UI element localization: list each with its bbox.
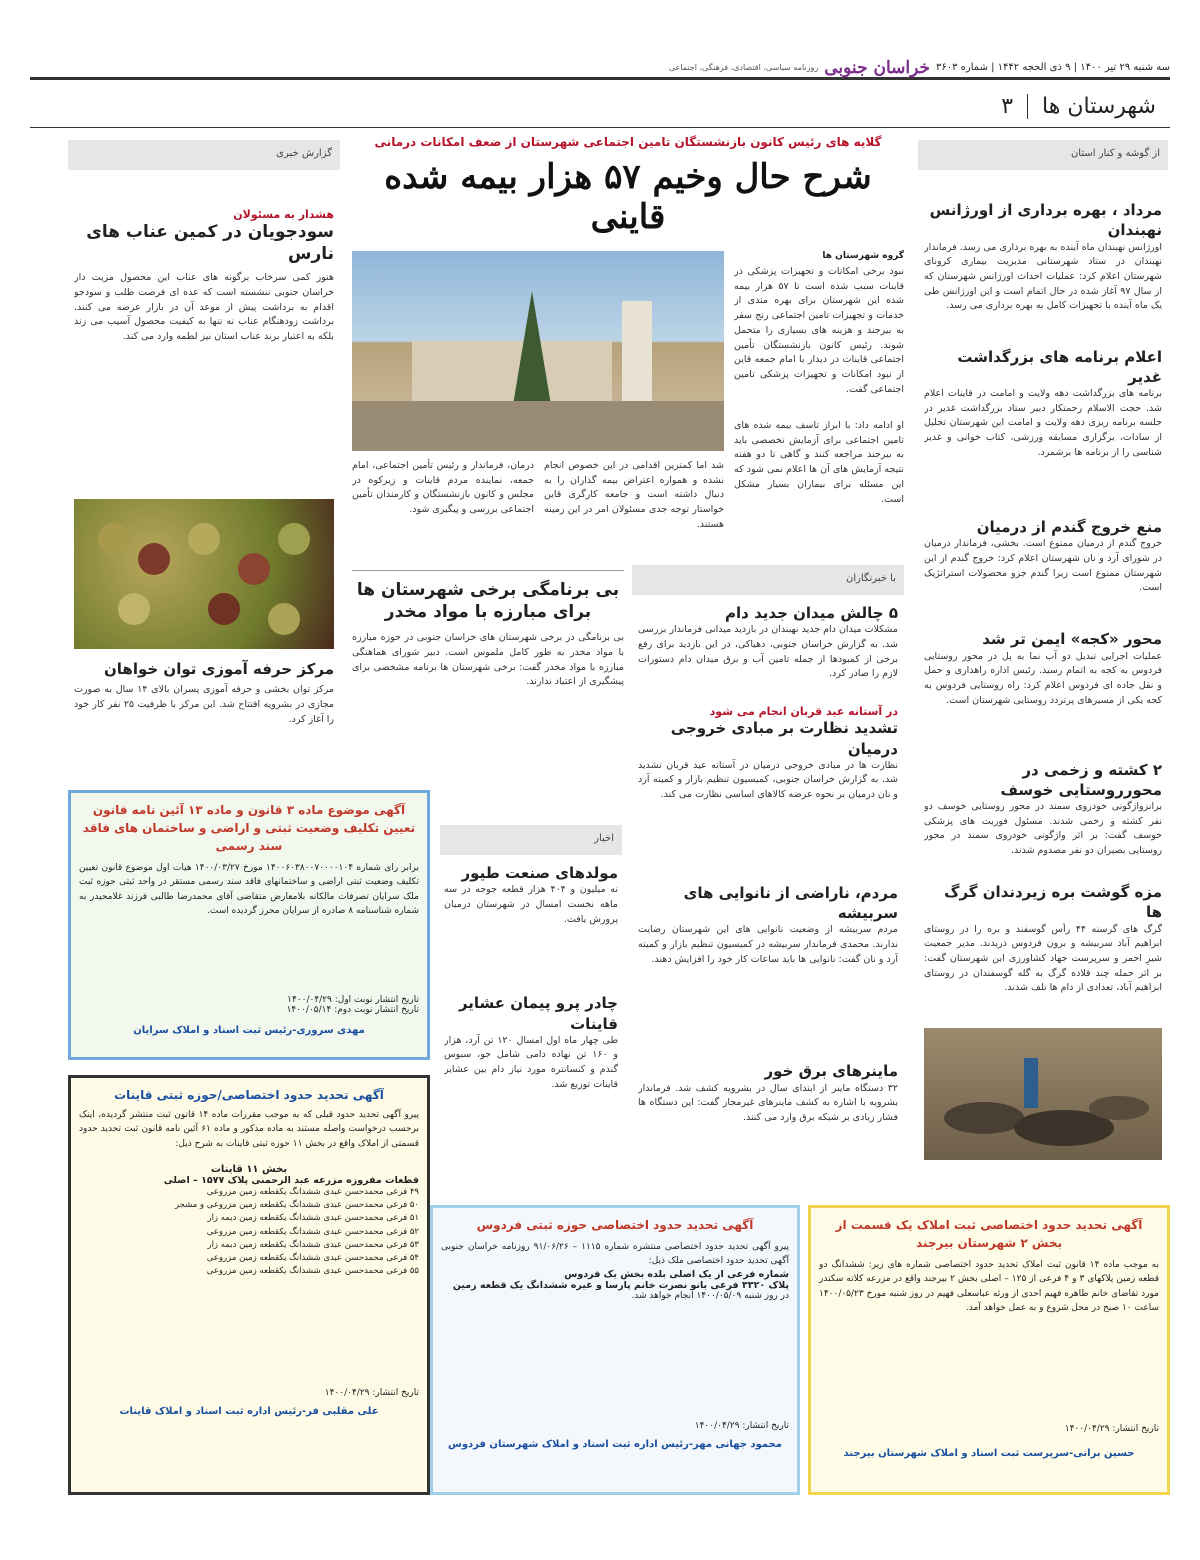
ad-ferdows xyxy=(430,1205,800,1495)
page-number: ۳ xyxy=(1001,94,1014,119)
news-title: مولدهای صنعت طیور xyxy=(461,864,618,882)
main-story xyxy=(352,135,904,575)
ad-list-item: ۵۴ فرعی محمدحسن عبدی ششدانگ یکقطعه زمین مزروعی xyxy=(206,1252,419,1263)
main-story-body: نبود برخی امکانات و تجهیزات پزشکی در قاینات سبب شده است تا ۵۷ هزار بیمه شده این شهرستان برای بهره مندی از خدمات و تجهیزات تامین اجتماعی رنج سفر به بیرجند و هزینه های بسیاری را متحمل شوند. رئیس کانون بازنشستگان تأمین اجتماعی قاینات در دیدار با امام جمعه قاین از نبود امکانات و تجهیزات پزشکی تامین اجتماعی گفت. xyxy=(734,266,904,395)
ad-signature: علی مقلبی فر-رئیس اداره ثبت اسناد و املاک قاینات xyxy=(119,1406,379,1418)
left-story-2-title: مرکز حرفه آموزی توان خواهان xyxy=(103,660,334,679)
news-body: نه میلیون و ۴۰۴ هزار قطعه جوجه در سه ماهه نخست امسال در شهرستان درمیان پرورش یافت. xyxy=(444,884,618,925)
ad-list-item: ۵۲ فرعی محمدحسن عبدی ششدانگ یکقطعه زمین مزروعی xyxy=(206,1226,419,1237)
ad-signature: مهدی سروری-رئیس ثبت اسناد و املاک سرایان xyxy=(133,1025,365,1036)
left-story-2-body: مرکز توان بخشی و حرفه آموزی پسران بالای ۱۴ سال به صورت مجازی در بشرویه افتتاح شد. این مرکز با ظرفیت ۲۵ نفر کار خود را آغاز کرد. xyxy=(74,684,334,725)
ad-list-item: ۵۱ فرعی محمدحسن عبدی ششدانگ یکقطعه زمین دیمه زار xyxy=(207,1213,419,1224)
news-body: گرگ های گرسنه ۴۴ رأس گوسفند و بره را در روستای ابراهیم آباد سربیشه و برون فردوس دریدند. مدیر جمعیت شیرِ احمر و سرپرست جهاد کشاورزی این شهرستان گفت: بر اثر حمله چند قلاده گرگ به گله گوسفندان در روستای ابراهیم آباد، تعدادی از دام ها تلف شدند. xyxy=(924,923,1162,994)
ad-list-item: ۵۳ فرعی محمدحسن عبدی ششدانگ یکقطعه زمین دیمه زار xyxy=(207,1239,419,1250)
ad-sarayan xyxy=(68,790,430,1060)
main-story-body: درمان، فرماندار و رئیس تأمین اجتماعی، امام جمعه، نماینده مردم قاینات و زیرکوه در مجلس و کانون بازنشستگان و کارمندان تأمین اجتماعی بررسی و پیگیری شود. xyxy=(352,460,534,516)
ad-date: تاریخ انتشار: ۱۴۰۰/۰۴/۲۹ xyxy=(694,1420,789,1431)
ad-title: آگهی تحدید حدود اختصاصی/حوزه ثبتی قاینات xyxy=(114,1088,384,1102)
news-column xyxy=(632,565,904,1185)
drug-story-title: بی برنامگی برخی شهرستان ها برای مبارزه با مواد مخدر xyxy=(356,580,620,623)
news-body: اورژانس نهبندان ماه آینده به بهره برداری می رسد. فرماندار نهبندان در ستاد شهرستانی مدیریت بیماری کرونای شهرستان اعلام کرد: عملیات احداث اورژانس شهرستان که از سال ۹۷ آغاز شده در حال اتمام است و این اورژانس طی یک ماه آینده با تجهیزات کامل به بهره برداری می رسد. xyxy=(924,241,1162,312)
ad-qaenat xyxy=(68,1075,430,1495)
news-body: طی چهار ماه اول امسال ۱۲۰ تن آرد، هزار و ۱۶۰ تن نهاده دامی شامل جو، سبوس گندم و کنسانتره مورد نیاز دام بین عشایر قاینات توزیع شد. xyxy=(444,1034,618,1090)
left-column xyxy=(68,140,340,790)
news-title: مردم، ناراضی از نانوایی های سربیشه xyxy=(683,883,898,922)
ad-body: به موجب ماده ۱۴ قانون ثبت املاک تحدید حدود اختصاصی شماره های زیر: ششدانگ دو قطعه زمین پلاکهای ۳ و ۴ فرعی از ۱۲۵ – اصلی بخش ۲ بیرجند واقع در مزرعه کلاته سکندر مورد تقاضای خانم طاهره فهیم احدی از ورثه عباسعلی فهیم در روز شنبه مورخ ۱۴۰۰/۰۵/۲۳ ساعت ۱۰ صبح در محل شروع و به عمل خواهد آمد. xyxy=(818,1260,1159,1314)
akhbar-column-head: اخبار xyxy=(440,825,622,855)
jujube-photo xyxy=(74,499,334,649)
ad-date: تاریخ انتشار: ۱۴۰۰/۰۴/۲۹ xyxy=(1064,1424,1159,1434)
ad-date: تاریخ انتشار نوبت دوم: ۱۴۰۰/۰۵/۱۴ xyxy=(286,1005,419,1015)
drug-story-body: بی برنامگی در برخی شهرستان های خراسان جنوبی در حوزه مبارزه با مواد مخدر به طور کامل ملموس است. دبیر شورای هماهنگی مبارزه با مواد مخدر گفت: برخی شهرستان ها برنامه مشخصی برای پیشگیری از اعتیاد ندارند. xyxy=(352,632,624,688)
ad-signature: حسین براتی-سرپرست ثبت اسناد و املاک شهرستان بیرجند xyxy=(843,1448,1135,1459)
news-body: ۳۲ دستگاه ماینر از ابتدای سال در بشرویه کشف شد. فرماندار بشرویه با اشاره به کشف ماینرهای غیرمجاز گفت: این دستگاه ها فشار زیادی بر شبکه برق وارد می کنند. xyxy=(638,1082,898,1123)
right-column xyxy=(918,140,1168,1170)
news-body: برانزواژگونی خودروی سمند در محور روستایی خوسف دو نفر کشته و زخمی شدند. مسئول فوریت های پزشکی خوسف گفت: بر اثر واژگونی خودروی سمند در محور روستایی بصیران دو نفر مصدوم شدند. xyxy=(924,801,1162,857)
main-story-body: شد اما کمترین اقدامی در این خصوص انجام نشده و همواره اعتراض بیمه گذاران را به دنبال داشته است و جامعه کارگری قاین خواستار توجه جدی مسئولان امر در این زمینه هستند. xyxy=(544,460,724,530)
news-title: مزه گوشت بره زیردندان گرگ ها xyxy=(944,883,1162,922)
ad-list-item: ۵۰ فرعی محمدحسن عبدی ششدانگ یکقطعه زمین مزروعی و مشجر xyxy=(174,1200,419,1211)
main-story-body: او ادامه داد: با ابراز تاسف بیمه شده های تامین اجتماعی برای آزمایش تخصصی باید به بیرجند مراجعه کنند و گاهی تا دو هفته نتیجه آزمایش های آن ها اعلام نمی شود که این مسئله برای بیماران بسیار مشکل است. xyxy=(734,420,904,505)
main-story-title: شرح حال وخیم ۵۷ هزار بیمه شده قاینی xyxy=(384,157,872,237)
ad-title: آگهی تحدید حدود اختصاصی ثبت املاک یک قسمت از بخش ۲ شهرستان بیرجند xyxy=(835,1218,1143,1250)
ad-title: آگهی تحدید حدود اختصاصی حوزه ثبتی فردوس xyxy=(476,1218,754,1232)
news-column-head: با خبرنگاران xyxy=(632,565,904,595)
masthead-date: سه شنبه ۲۹ تیر ۱۴۰۰ | ۹ ذی الحجه ۱۴۴۲ | شماره ۳۶۰۳ xyxy=(936,62,1170,73)
news-title: ۲ کشته و زخمی در محورروستایی خوسف xyxy=(1000,760,1162,799)
left-story-body: هنوز کمی سرخاب برگونه های عناب این محصول مزیت دار خراسان جنوبی ننشسته است که عده ای فرصت طلب و سودجو اقدام به برداشت پیش از موعد آن در بازار عرضه می کنند. برداشت زودهنگام عناب نه تنها به کیفیت محصول آسیب می زند بلکه به اعتبار برند عناب استان نیز لطمه وارد می کند. xyxy=(74,272,334,343)
byline: گروه شهرستان ها xyxy=(822,251,904,261)
news-title: ماینرهای برق خور xyxy=(764,1062,898,1081)
ad-date: تاریخ انتشار نوبت اول: ۱۴۰۰/۰۴/۲۹ xyxy=(287,995,419,1005)
news-body: برنامه های بزرگداشت دهه ولایت و امامت در قاینات اعلام شد. حجت الاسلام رحمتکار دبیر ستاد بزرگداشت غدیر در جلسه برنامه ریزی دهه ولایت و امامت این شهرستان تجلیل از سادات، برگزاری مسابقه ورزشی، کتاب خوانی و غدیر شناسی را از برنامه ها برشمرد. xyxy=(924,388,1162,458)
sheep-photo-icon xyxy=(924,1028,1162,1160)
ad-bold-line: شماره فرعی از یک اصلی بلده بخش یک فردوس xyxy=(564,1268,789,1280)
news-body: خروج گندم از درمیان ممنوع است. بخشی، فرماندار درمیان در شورای آرد و نان شهرستان اعلام کرد: خروج گندم از این شهرستان ممنوع است زیرا گندم جزو محصولات استراتژیک است. xyxy=(924,538,1162,594)
ad-subsection: قطعات مفروزه مزرعه عبد الرحمنی پلاک ۱۵۷۷ – اصلی xyxy=(163,1175,419,1186)
main-story-kicker: گلایه های رئیس کانون بازنشستگان تامین اجتماعی شهرستان از ضعف امکانات درمانی xyxy=(374,135,882,149)
masthead-tagline: روزنامه سیاسی، اقتصادی، فرهنگی، اجتماعی xyxy=(668,63,819,72)
news-title: اعلام برنامه های بزرگداشت غدیر xyxy=(957,347,1162,386)
ad-signature: محمود جهانی مهر-رئیس اداره ثبت اسناد و املاک شهرستان فردوس xyxy=(448,1438,782,1450)
ad-birjand xyxy=(808,1205,1170,1495)
ad-title: آگهی موضوع ماده ۳ قانون و ماده ۱۳ آئین نامه قانون تعیین تکلیف وضعیت ثبتی و اراضی و ساختمان های فاقد سند رسمی xyxy=(82,803,416,853)
ad-list-item: ۴۹ فرعی محمدحسن عبدی ششدانگ یکقطعه زمین مزروعی xyxy=(206,1187,419,1197)
news-title: منع خروج گندم از درمیان xyxy=(976,518,1162,536)
news-lead: در آستانه عید قربان انجام می شود xyxy=(709,705,898,719)
ad-date: تاریخ انتشار: ۱۴۰۰/۰۴/۲۹ xyxy=(324,1388,419,1399)
wolf-attack-photo xyxy=(924,1028,1162,1160)
section-title: شهرستان ها xyxy=(1027,94,1170,119)
section-bar xyxy=(30,86,1170,128)
news-body: نظارت ها در مبادی خروجی درمیان در آستانه عید قربان تشدید شد. به گزارش خراسان جنوبی، کمیسیون تنظیم بازار و کمیته آرد و نان درمیان بر نحوه عرضه کالاهای اساسی نظارت می کند. xyxy=(638,759,898,801)
news-title: ۵ چالش میدان جدید دام xyxy=(725,604,898,622)
news-title: محور «کجه» ایمن تر شد xyxy=(982,630,1162,649)
newspaper-logo: خراسان جنوبی xyxy=(824,57,931,78)
akhbar-column xyxy=(440,825,622,1175)
left-column-head: گزارش خبری xyxy=(68,140,340,170)
left-story-title: سودجویان در کمین عناب های نارس xyxy=(86,222,334,265)
news-body: مشکلات میدان دام جدید نهبندان در بازدید میدانی فرماندار بررسی شد. به گزارش خراسان جنوبی، دهیاکی، در این بازدید برای رفع برخی از کمبودها از جمله تامین آب و برق میدان دام دستورات لازم را صادر کرد. xyxy=(638,624,898,680)
news-title: مرداد ، بهره برداری از اورژانس نهبندان xyxy=(929,201,1162,240)
news-title: تشدید نظارت بر مبادی خروجی درمیان xyxy=(670,719,898,758)
ad-list xyxy=(79,1186,419,1278)
social-security-building-photo xyxy=(352,251,724,451)
right-column-head: از گوشه و کنار استان xyxy=(918,140,1168,170)
news-title: چادر پرو پیمان عشایر قاینات xyxy=(458,994,618,1033)
building-photo-icon xyxy=(352,251,724,451)
news-body: عملیات اجرایی تبدیل دو آب نما به پل در محور روستایی فردوس به کجه به اتمام رسید. رئیس اداره راهداری و حمل و نقل جاده ای فردوس اعلام کرد: راه روستایی فردوس به کجه یکی از مسیرهای پرتردد روستایی شهرستان است. xyxy=(924,650,1162,706)
ad-body: پیرو آگهی تحدید حدود قبلی که به موجب مقررات ماده ۱۴ قانون ثبت منتشر گردیده، اینک برحسب درخواست واصله مستند به ماده مذکور و ماده ۶۱ آئین نامه قانون ثبت تحدید حدود قسمتی از املاک واقع در بخش ۱۱ حوزه ثبتی قاینات به شرح ذیل: xyxy=(79,1110,419,1149)
ad-list-item: ۵۵ فرعی محمدحسن عبدی ششدانگ یکقطعه زمین مزروعی xyxy=(206,1266,419,1277)
ad-bold-line: پلاک ۳۳۲۰ فرعی بانو نصرت خانم پارسا و غیره ششدانگ یک قطعه زمین xyxy=(452,1279,789,1291)
ad-section: بخش ۱۱ قاینات xyxy=(210,1164,288,1175)
masthead xyxy=(30,58,1170,80)
drug-story xyxy=(352,570,624,770)
ad-body: پیرو آگهی تحدید حدود اختصاصی منتشره شماره ۱۱۱۵ – ۹۱/۰۶/۲۶ روزنامه خراسان جنوبی آگهی تحدید حدود اختصاصی ملک ذیل: xyxy=(441,1242,789,1267)
ad-note: در روز شنبه ۱۴۰۰/۰۵/۰۹ انجام خواهد شد. xyxy=(631,1290,789,1301)
news-body: مردم سربیشه از وضعیت نانوایی های این شهرستان رضایت ندارند. محمدی فرماندار سربیشه در کمیسیون تنظیم بازار و کمیته آرد و نان گفت: نانوایی ها باید ساعات کار خود را افزایش دهند. xyxy=(638,924,898,965)
ad-body: برابر رای شماره ۱۴۰۰۶۰۳۸۰۰۷۰۰۰۰۱۰۴ مورخ ۱۴۰۰/۰۳/۲۷ هیات اول موضوع قانون تعیین تکلیف وضعیت ثبتی اراضی و ساختمانهای فاقد سند رسمی مستقر در واحد ثبتی حوزه ثبت ملک سرایان تصرفات مالکانه بلامعارض متقاضی آقای محمدرضا طالبی فرزند غلامحیدر به شماره شناسنامه ۸ صادره از سرایان محرز گردیده است. xyxy=(79,863,419,917)
left-story-lead: هشدار به مسئولان xyxy=(233,208,334,221)
jujube-fruit-icon xyxy=(74,499,334,649)
